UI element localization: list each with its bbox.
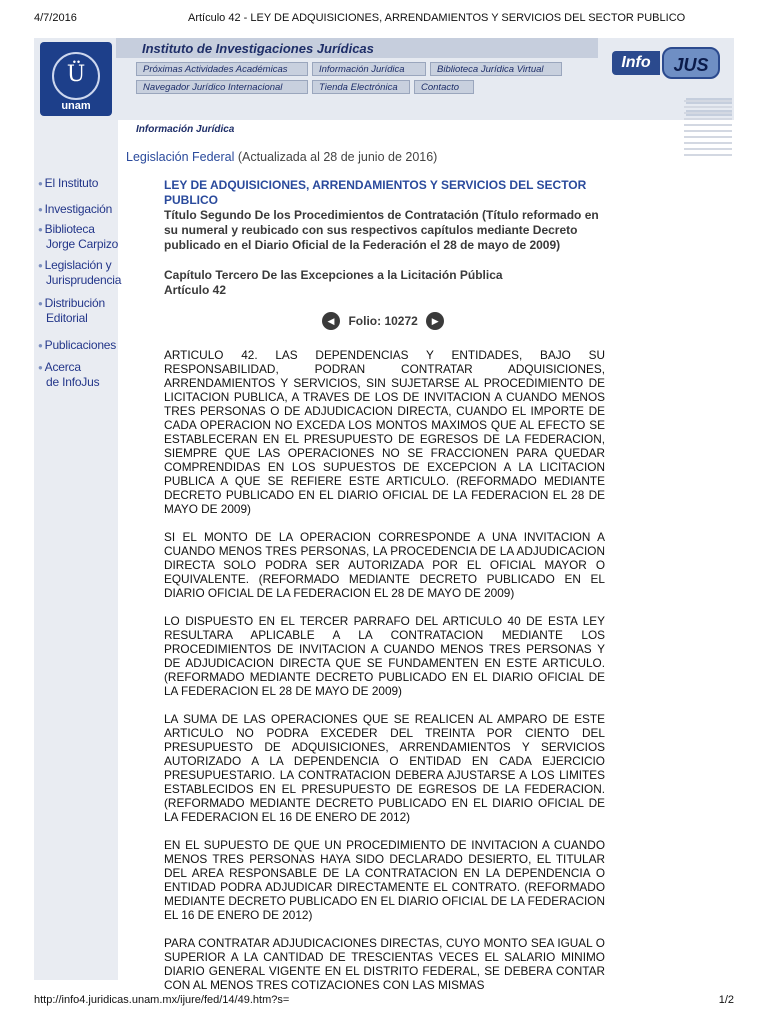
nav-tienda-electronica[interactable]: Tienda Electrónica	[312, 80, 410, 94]
infojus-info: Info	[612, 51, 660, 75]
site-banner	[34, 38, 734, 120]
article-body	[164, 348, 605, 990]
print-title: Artículo 42 - LEY DE ADQUISICIONES, ARRENDAMIENTOS Y SERVICIOS DEL SECTOR PUBLICO	[188, 12, 686, 24]
bullet-icon: ●	[38, 340, 43, 350]
bullet-icon: ●	[38, 260, 43, 270]
sidebar-item-investigacion[interactable]	[38, 202, 112, 217]
titulo-heading: Título Segundo De los Procedimientos de Contratación (Título reformado en su numeral y reubicado con sus respectivos capítulos mediante Decreto publicado en el Diario Oficial de la Federación el 28 de mayo de 2009)	[164, 208, 599, 252]
print-date: 4/7/2016	[34, 12, 77, 24]
folio-nav	[322, 312, 444, 332]
sidebar-item-label: Biblioteca	[44, 222, 95, 236]
sidebar-item-label-2: de InfoJus	[46, 374, 100, 389]
article-paragraph: SI EL MONTO DE LA OPERACION CORRESPONDE A UNA INVITACION A CUANDO MENOS TRES PERSONAS, LA PROCEDENCIA DE LA ADJUDICACION DIRECTA SOLO PODRA SER AUTORIZADA POR EL OFICIAL MAYOR O EQUIVALENTE. (REFORMADO MEDIANTE DECRETO PUBLICADO EN EL DIARIO OFICIAL DE LA FEDERACION EL 28 DE MAYO DE 2009)	[164, 530, 605, 600]
sidebar-item-label: Investigación	[44, 202, 113, 216]
bullet-icon: ●	[38, 362, 43, 372]
logo-text: unam	[61, 100, 91, 112]
sidebar-item-acerca[interactable]	[38, 360, 99, 389]
sidebar-item-label-2: Jurisprudencia	[46, 272, 122, 287]
nav-contacto[interactable]: Contacto	[414, 80, 474, 94]
legislacion-federal-link[interactable]: Legislación Federal	[126, 150, 235, 164]
nav-biblioteca-juridica-virtual[interactable]: Biblioteca Jurídica Virtual	[430, 62, 562, 76]
logo-glyph: Ü	[66, 62, 86, 87]
arrow-left-icon[interactable]: ◀	[322, 312, 340, 330]
arrow-right-icon[interactable]: ▶	[426, 312, 444, 330]
capitulo-heading: Capítulo Tercero De las Excepciones a la Licitación Pública	[164, 268, 503, 282]
print-header	[0, 12, 768, 28]
sidebar-item-label: Distribución	[44, 296, 105, 310]
sidebar-item-label: El Instituto	[44, 176, 99, 190]
infojus-jus: JUS	[662, 47, 720, 79]
section-label: Información Jurídica	[136, 124, 235, 135]
folio-label: Folio: 10272	[348, 314, 418, 328]
infojus-logo[interactable]	[612, 47, 722, 79]
article-paragraph: LO DISPUESTO EN EL TERCER PARRAFO DEL ARTICULO 40 DE ESTA LEY RESULTARA APLICABLE A LA CONTRATACION MEDIANTE LOS PROCEDIMIENTOS DE INVITACION A CUANDO MENOS TRES PERSONAS Y DE ADJUDICACION DIRECTA QUE SE FUNDAMENTEN EN ESTE ARTICULO. (REFORMADO MEDIANTE DECRETO PUBLICADO EN EL DIARIO OFICIAL DE LA FEDERACION EL 28 DE MAYO DE 2009)	[164, 614, 605, 698]
article-paragraph: LA SUMA DE LAS OPERACIONES QUE SE REALICEN AL AMPARO DE ESTE ARTICULO NO PODRA EXCEDER DEL TREINTA POR CIENTO DEL PRESUPUESTO DE ADQUISICIONES, ARRENDAMIENTOS Y SERVICIOS AUTORIZADO A LA DEPENDENCIA O ENTIDAD EN CADA EJERCICIO PRESUPUESTARIO. LA CONTRATACION DEBERA AJUSTARSE A LOS LIMITES ESTABLECIDOS EN EL PRESUPUESTO DE EGRESOS DE LA FEDERACION. (REFORMADO MEDIANTE DECRETO PUBLICADO EN EL DIARIO OFICIAL DE LA FEDERACION EL 16 DE ENERO DE 2012)	[164, 712, 605, 824]
articulo-heading: Artículo 42	[164, 283, 227, 297]
sidebar-item-label-2: Editorial	[46, 310, 88, 325]
sidebar-item-instituto[interactable]	[38, 176, 98, 191]
nav-informacion-juridica[interactable]: Información Jurídica	[312, 62, 426, 76]
sidebar-item-publicaciones[interactable]	[38, 338, 116, 353]
bullet-icon: ●	[38, 178, 43, 188]
sidebar-item-distribucion[interactable]	[38, 296, 105, 325]
unam-logo[interactable]	[40, 42, 112, 116]
legislacion-line	[126, 150, 437, 164]
nav-navegador-juridico[interactable]: Navegador Jurídico Internacional	[136, 80, 308, 94]
institute-title: Instituto de Investigaciones Jurídicas	[142, 41, 374, 56]
print-url: http://info4.juridicas.unam.mx/ijure/fed/14/49.htm?s=	[34, 994, 290, 1006]
article-paragraph: PARA CONTRATAR ADJUDICACIONES DIRECTAS, CUYO MONTO SEA IGUAL O SUPERIOR A LA CANTIDAD DE TRESCIENTAS VECES EL SALARIO MINIMO DIARIO GENERAL VIGENTE EN EL DISTRITO FEDERAL, SE DEBERA CONTAR CON AL MENOS TRES COTIZACIONES CON LAS MISMAS	[164, 936, 605, 990]
sidebar-item-label: Publicaciones	[44, 338, 117, 352]
print-footer	[0, 994, 768, 1010]
bullet-icon: ●	[38, 204, 43, 214]
bullet-icon: ●	[38, 298, 43, 308]
sidebar-item-legislacion[interactable]	[38, 258, 121, 287]
nav-proximas-actividades[interactable]: Próximas Actividades Académicas	[136, 62, 308, 76]
sidebar-item-label: Legislación y	[44, 258, 112, 272]
print-page-number: 1/2	[718, 994, 734, 1006]
bullet-icon: ●	[38, 224, 43, 234]
sidebar-item-biblioteca[interactable]	[38, 222, 118, 251]
law-title: LEY DE ADQUISICIONES, ARRENDAMIENTOS Y SERVICIOS DEL SECTOR PUBLICO	[164, 178, 587, 207]
sidebar-item-label-2: Jorge Carpizo	[46, 236, 119, 251]
article-paragraph: ARTICULO 42. LAS DEPENDENCIAS Y ENTIDADES, BAJO SU RESPONSABILIDAD, PODRAN CONTRATAR ADQUISICIONES, ARRENDAMIENTOS Y SERVICIOS, SIN SUJETARSE AL PROCEDIMIENTO DE LICITACION PUBLICA, A TRAVES DE LOS DE INVITACION A CUANDO MENOS TRES PERSONAS O DE ADJUDICACION DIRECTA, CUANDO EL IMPORTE DE CADA OPERACION NO EXCEDA LOS MONTOS MAXIMOS QUE AL EFECTO SE ESTABLECERAN EN EL PRESUPUESTO DE EGRESOS DE LA FEDERACION, SIEMPRE QUE LAS OPERACIONES NO SE FRACCIONEN PARA QUEDAR COMPRENDIDAS EN LOS SUPUESTOS DE EXCEPCION A LA LICITACION PUBLICA A QUE SE REFIERE ESTE ARTICULO. (REFORMADO MEDIANTE DECRETO PUBLICADO EN EL DIARIO OFICIAL DE LA FEDERACION EL 28 DE MAYO DE 2009)	[164, 348, 605, 516]
sidebar-item-label: Acerca	[44, 360, 81, 374]
article-paragraph: EN EL SUPUESTO DE QUE UN PROCEDIMIENTO DE INVITACION A CUANDO MENOS TRES PERSONAS HAYA SIDO DECLARADO DESIERTO, EL TITULAR DEL AREA RESPONSABLE DE LA CONTRATACION EN LA DEPENDENCIA O ENTIDAD PODRA ADJUDICAR DIRECTAMENTE EL CONTRATO. (REFORMADO MEDIANTE DECRETO PUBLICADO EN EL DIARIO OFICIAL DE LA FEDERACION EL 16 DE ENERO DE 2012)	[164, 838, 605, 922]
right-decor-lines	[684, 100, 732, 160]
legislacion-date: (Actualizada al 28 de junio de 2016)	[237, 150, 438, 164]
